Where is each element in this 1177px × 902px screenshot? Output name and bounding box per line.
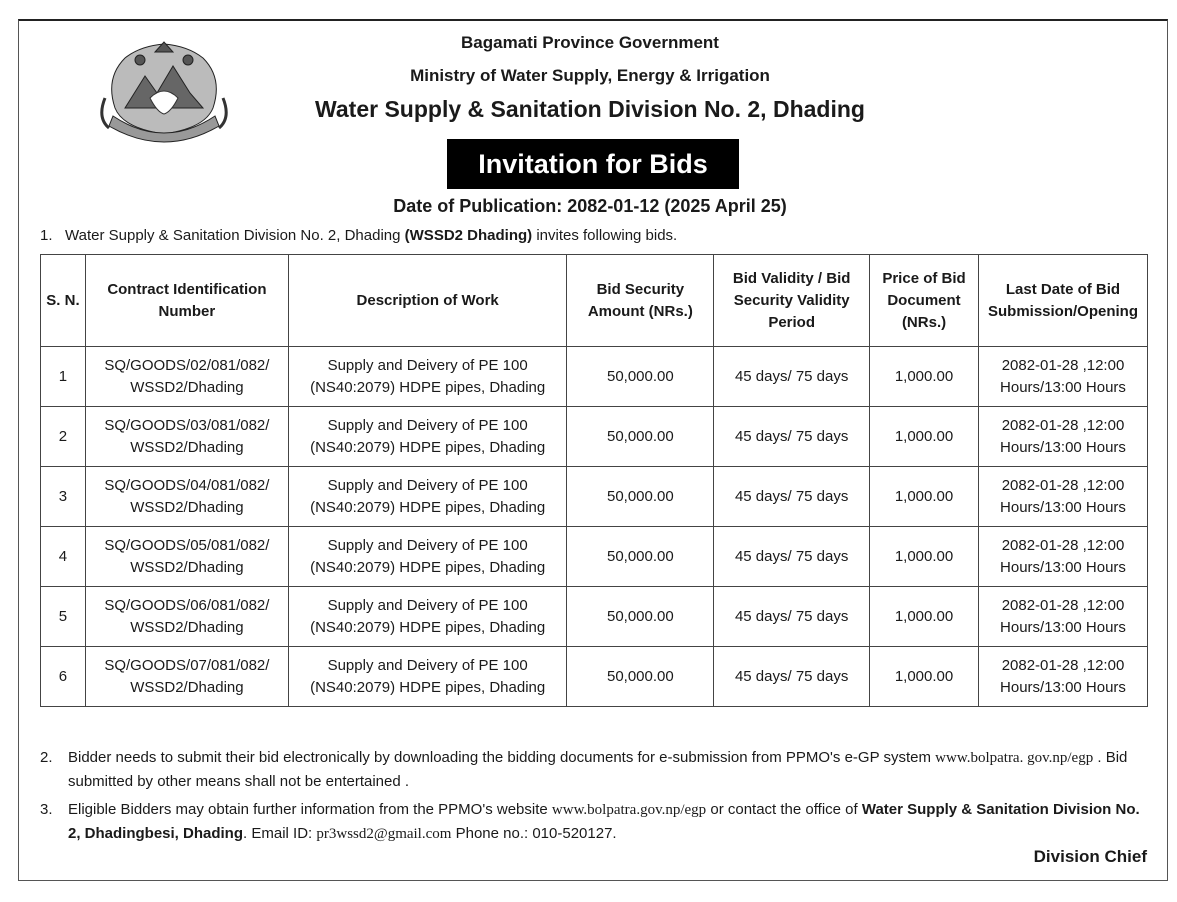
- header-cell: Bid Security Amount (NRs.): [567, 255, 714, 347]
- cell-contract-id: SQ/GOODS/07/081/082/ WSSD2/Dhading: [85, 647, 288, 707]
- cell-contract-id: SQ/GOODS/05/081/082/ WSSD2/Dhading: [85, 527, 288, 587]
- cell-last-date: 2082-01-28 ,12:00 Hours/13:00 Hours: [978, 647, 1147, 707]
- cell-description: Supply and Deivery of PE 100 (NS40:2079) HDPE pipes, Dhading: [288, 587, 567, 647]
- note-2-end: . Bid submitted by other means shall not be entertained .: [68, 749, 1128, 790]
- table-header-row: [41, 255, 1148, 347]
- cell-validity: 45 days/ 75 days: [714, 407, 870, 467]
- table-row: [41, 467, 1148, 527]
- cell-sn: 2: [41, 407, 86, 467]
- email-link[interactable]: pr3wssd2@gmail.com: [316, 826, 452, 842]
- table-row: [41, 647, 1148, 707]
- nepal-emblem-icon: [95, 38, 233, 156]
- cell-last-date: 2082-01-28 ,12:00 Hours/13:00 Hours: [978, 587, 1147, 647]
- intro-bold: (WSSD2 Dhading): [404, 227, 533, 244]
- cell-sn: 5: [41, 587, 86, 647]
- cell-description: Supply and Deivery of PE 100 (NS40:2079) HDPE pipes, Dhading: [288, 647, 567, 707]
- note-2: [40, 746, 1148, 794]
- cell-last-date: 2082-01-28 ,12:00 Hours/13:00 Hours: [978, 407, 1147, 467]
- division-title: Water Supply & Sanitation Division No. 2, Dhading: [315, 96, 865, 122]
- cell-validity: 45 days/ 75 days: [714, 527, 870, 587]
- note-3: [40, 798, 1148, 846]
- bids-table: [40, 254, 1148, 707]
- cell-bid-security: 50,000.00: [567, 467, 714, 527]
- intro-text-end: invites following bids.: [532, 227, 678, 244]
- cell-bid-security: 50,000.00: [567, 527, 714, 587]
- para-number: 2.: [40, 749, 53, 766]
- header-cell: S. N.: [41, 255, 86, 347]
- province-title: Bagamati Province Government: [461, 33, 719, 52]
- cell-price: 1,000.00: [870, 527, 979, 587]
- cell-contract-id: SQ/GOODS/02/081/082/ WSSD2/Dhading: [85, 347, 288, 407]
- note-2-body: Bidder needs to submit their bid electronically by downloading the bidding documents for e-submission from PPMO's e-GP system: [68, 749, 936, 766]
- cell-price: 1,000.00: [870, 407, 979, 467]
- note-2-text: [68, 746, 1148, 794]
- header-cell: Contract Identification Number: [85, 255, 288, 347]
- cell-price: 1,000.00: [870, 347, 979, 407]
- header-cell: Bid Validity / Bid Security Validity Period: [714, 255, 870, 347]
- ppmo-link[interactable]: www.bolpatra.gov.np/egp: [551, 802, 707, 818]
- publication-date: Date of Publication: 2082-01-12 (2025 April 25): [393, 196, 787, 216]
- cell-sn: 6: [41, 647, 86, 707]
- intro-paragraph: [40, 227, 677, 244]
- cell-validity: 45 days/ 75 days: [714, 347, 870, 407]
- header-cell: Description of Work: [288, 255, 567, 347]
- note-3-email-label: . Email ID:: [243, 825, 317, 842]
- table-row: [41, 407, 1148, 467]
- cell-bid-security: 50,000.00: [567, 647, 714, 707]
- cell-sn: 1: [41, 347, 86, 407]
- cell-last-date: 2082-01-28 ,12:00 Hours/13:00 Hours: [978, 467, 1147, 527]
- header-cell: Price of Bid Document (NRs.): [870, 255, 979, 347]
- cell-sn: 3: [41, 467, 86, 527]
- note-3-text: [68, 798, 1148, 846]
- note-3-body: Eligible Bidders may obtain further information from the PPMO's website: [68, 801, 552, 818]
- cell-contract-id: SQ/GOODS/04/081/082/ WSSD2/Dhading: [85, 467, 288, 527]
- ministry-title: Ministry of Water Supply, Energy & Irrigation: [410, 66, 770, 85]
- cell-contract-id: SQ/GOODS/03/081/082/ WSSD2/Dhading: [85, 407, 288, 467]
- cell-validity: 45 days/ 75 days: [714, 587, 870, 647]
- para-number: 3.: [40, 801, 53, 818]
- table-row: [41, 347, 1148, 407]
- table-row: [41, 587, 1148, 647]
- cell-description: Supply and Deivery of PE 100 (NS40:2079) HDPE pipes, Dhading: [288, 407, 567, 467]
- cell-bid-security: 50,000.00: [567, 347, 714, 407]
- cell-last-date: 2082-01-28 ,12:00 Hours/13:00 Hours: [978, 347, 1147, 407]
- cell-sn: 4: [41, 527, 86, 587]
- office-name: Water Supply & Sanitation Division No. 2, Dhadingbesi, Dhading: [68, 801, 1140, 842]
- cell-contract-id: SQ/GOODS/06/081/082/ WSSD2/Dhading: [85, 587, 288, 647]
- cell-last-date: 2082-01-28 ,12:00 Hours/13:00 Hours: [978, 527, 1147, 587]
- table-row: [41, 527, 1148, 587]
- cell-price: 1,000.00: [870, 647, 979, 707]
- note-3-mid: or contact the office of: [706, 801, 862, 818]
- cell-description: Supply and Deivery of PE 100 (NS40:2079) HDPE pipes, Dhading: [288, 347, 567, 407]
- cell-price: 1,000.00: [870, 467, 979, 527]
- cell-bid-security: 50,000.00: [567, 407, 714, 467]
- signature: Division Chief: [1033, 847, 1147, 866]
- cell-description: Supply and Deivery of PE 100 (NS40:2079) HDPE pipes, Dhading: [288, 527, 567, 587]
- para-number: 1.: [40, 227, 53, 244]
- cell-description: Supply and Deivery of PE 100 (NS40:2079) HDPE pipes, Dhading: [288, 467, 567, 527]
- header-cell: Last Date of Bid Submission/Opening: [978, 255, 1147, 347]
- cell-validity: 45 days/ 75 days: [714, 647, 870, 707]
- egp-link[interactable]: www.bolpatra. gov.np/egp: [935, 750, 1094, 766]
- invitation-banner: Invitation for Bids: [447, 139, 739, 189]
- cell-validity: 45 days/ 75 days: [714, 467, 870, 527]
- cell-price: 1,000.00: [870, 587, 979, 647]
- cell-bid-security: 50,000.00: [567, 587, 714, 647]
- intro-text: Water Supply & Sanitation Division No. 2, Dhading: [65, 227, 405, 244]
- note-3-phone: Phone no.: 010-520127.: [451, 825, 617, 842]
